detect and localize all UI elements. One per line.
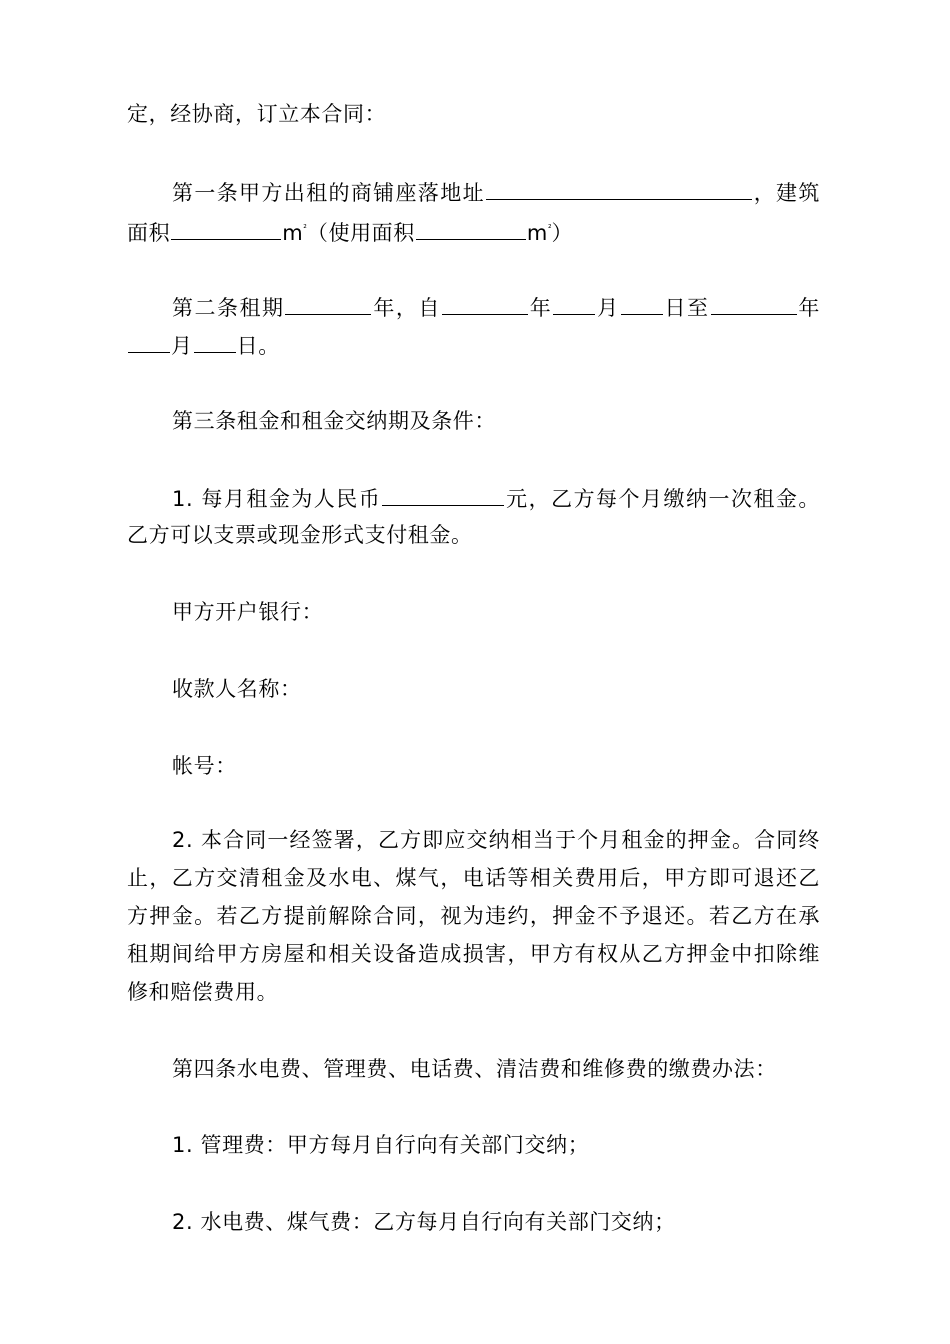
area-unit: m — [282, 221, 304, 245]
intro-tail — [127, 102, 386, 126]
area-blank — [171, 219, 281, 240]
article-3-item-1-line-1 — [172, 485, 820, 511]
end-year-label: 年 — [797, 296, 820, 320]
bank-label: 甲方开户银行： — [172, 600, 324, 624]
bank-line — [172, 600, 323, 624]
usable-area-unit-sup: ² — [547, 224, 552, 234]
payee-line — [172, 677, 302, 701]
article-2-line-1 — [172, 294, 820, 320]
term-year-label: 年 — [372, 296, 396, 320]
deposit-line-1 — [172, 828, 820, 852]
article-1-line-2 — [127, 217, 573, 245]
end-day-label: 日 — [236, 334, 259, 358]
utilities-fee-text: 2. 水电费、煤气费：乙方每月自行向有关部门交纳； — [172, 1210, 676, 1234]
article-2-end: 。 — [258, 334, 280, 358]
article-1-lead: 第一条甲方出租的商铺座落地址 — [172, 181, 485, 205]
usable-area-unit: m — [526, 221, 548, 245]
start-day-blank — [621, 294, 663, 315]
deposit-text-3: 方押金。若乙方提前解除合同，视为违约，押金不予退还。若乙方在承 — [127, 904, 820, 928]
from-label: ，自 — [395, 296, 441, 320]
article-3-title-text: 第三条租金和租金交纳期及条件： — [172, 409, 496, 433]
deposit-line-2 — [127, 866, 820, 890]
rent-lead: 1. 每月租金为人民币 — [172, 487, 382, 511]
area-label: 面积 — [127, 221, 171, 245]
end-month-blank — [128, 332, 170, 353]
usable-area-open: （使用面积 — [306, 221, 415, 245]
deposit-text-1: 2. 本合同一经签署，乙方即应交纳相当于个月租金的押金。合同终 — [172, 828, 820, 852]
article-2-lead: 第二条租期 — [172, 296, 285, 320]
start-year-blank — [442, 294, 528, 315]
deposit-line-4 — [127, 942, 820, 966]
management-fee-line — [172, 1133, 589, 1157]
deposit-line-5 — [127, 980, 278, 1004]
payment-method-text: 乙方可以支票或现金形式支付租金。 — [127, 523, 473, 547]
intro-tail-text: 定，经协商，订立本合同： — [127, 102, 387, 126]
usable-area-blank — [416, 219, 526, 240]
article-2-line-2 — [127, 332, 280, 358]
area-unit-sup: ² — [303, 224, 307, 234]
article-3-item-1-line-2 — [127, 523, 473, 547]
start-year-label: 年 — [528, 296, 553, 320]
account-label: 帐号： — [172, 754, 237, 778]
article-1-line-1 — [172, 179, 820, 205]
start-month-blank — [553, 294, 595, 315]
account-line — [172, 754, 237, 778]
end-year-blank — [711, 294, 797, 315]
start-day-label: 日至 — [663, 296, 710, 320]
deposit-text-4: 租期间给甲方房屋和相关设备造成损害，甲方有权从乙方押金中扣除维 — [127, 942, 820, 966]
article-3-title — [172, 409, 496, 433]
usable-area-close: ） — [551, 221, 574, 245]
rent-amount-blank — [382, 485, 504, 506]
term-years-blank — [285, 294, 371, 315]
article-1-after-address: ，建筑 — [752, 181, 820, 205]
article-4-title-text: 第四条水电费、管理费、电话费、清洁费和维修费的缴费办法： — [172, 1057, 777, 1081]
article-4-title — [172, 1057, 777, 1081]
end-month-label: 月 — [171, 334, 193, 358]
address-blank — [486, 179, 752, 200]
management-fee-text: 1. 管理费：甲方每月自行向有关部门交纳； — [172, 1133, 590, 1157]
deposit-text-5: 修和赔偿费用。 — [127, 980, 279, 1004]
end-day-blank — [194, 332, 236, 353]
payee-label: 收款人名称： — [172, 677, 302, 701]
utilities-fee-line — [172, 1210, 676, 1234]
deposit-line-3 — [127, 904, 820, 928]
deposit-text-2: 止，乙方交清租金及水电、煤气，电话等相关费用后，甲方即可退还乙 — [127, 866, 820, 890]
rent-tail: 元，乙方每个月缴纳一次租金。 — [505, 487, 820, 511]
start-month-label: 月 — [596, 296, 620, 320]
